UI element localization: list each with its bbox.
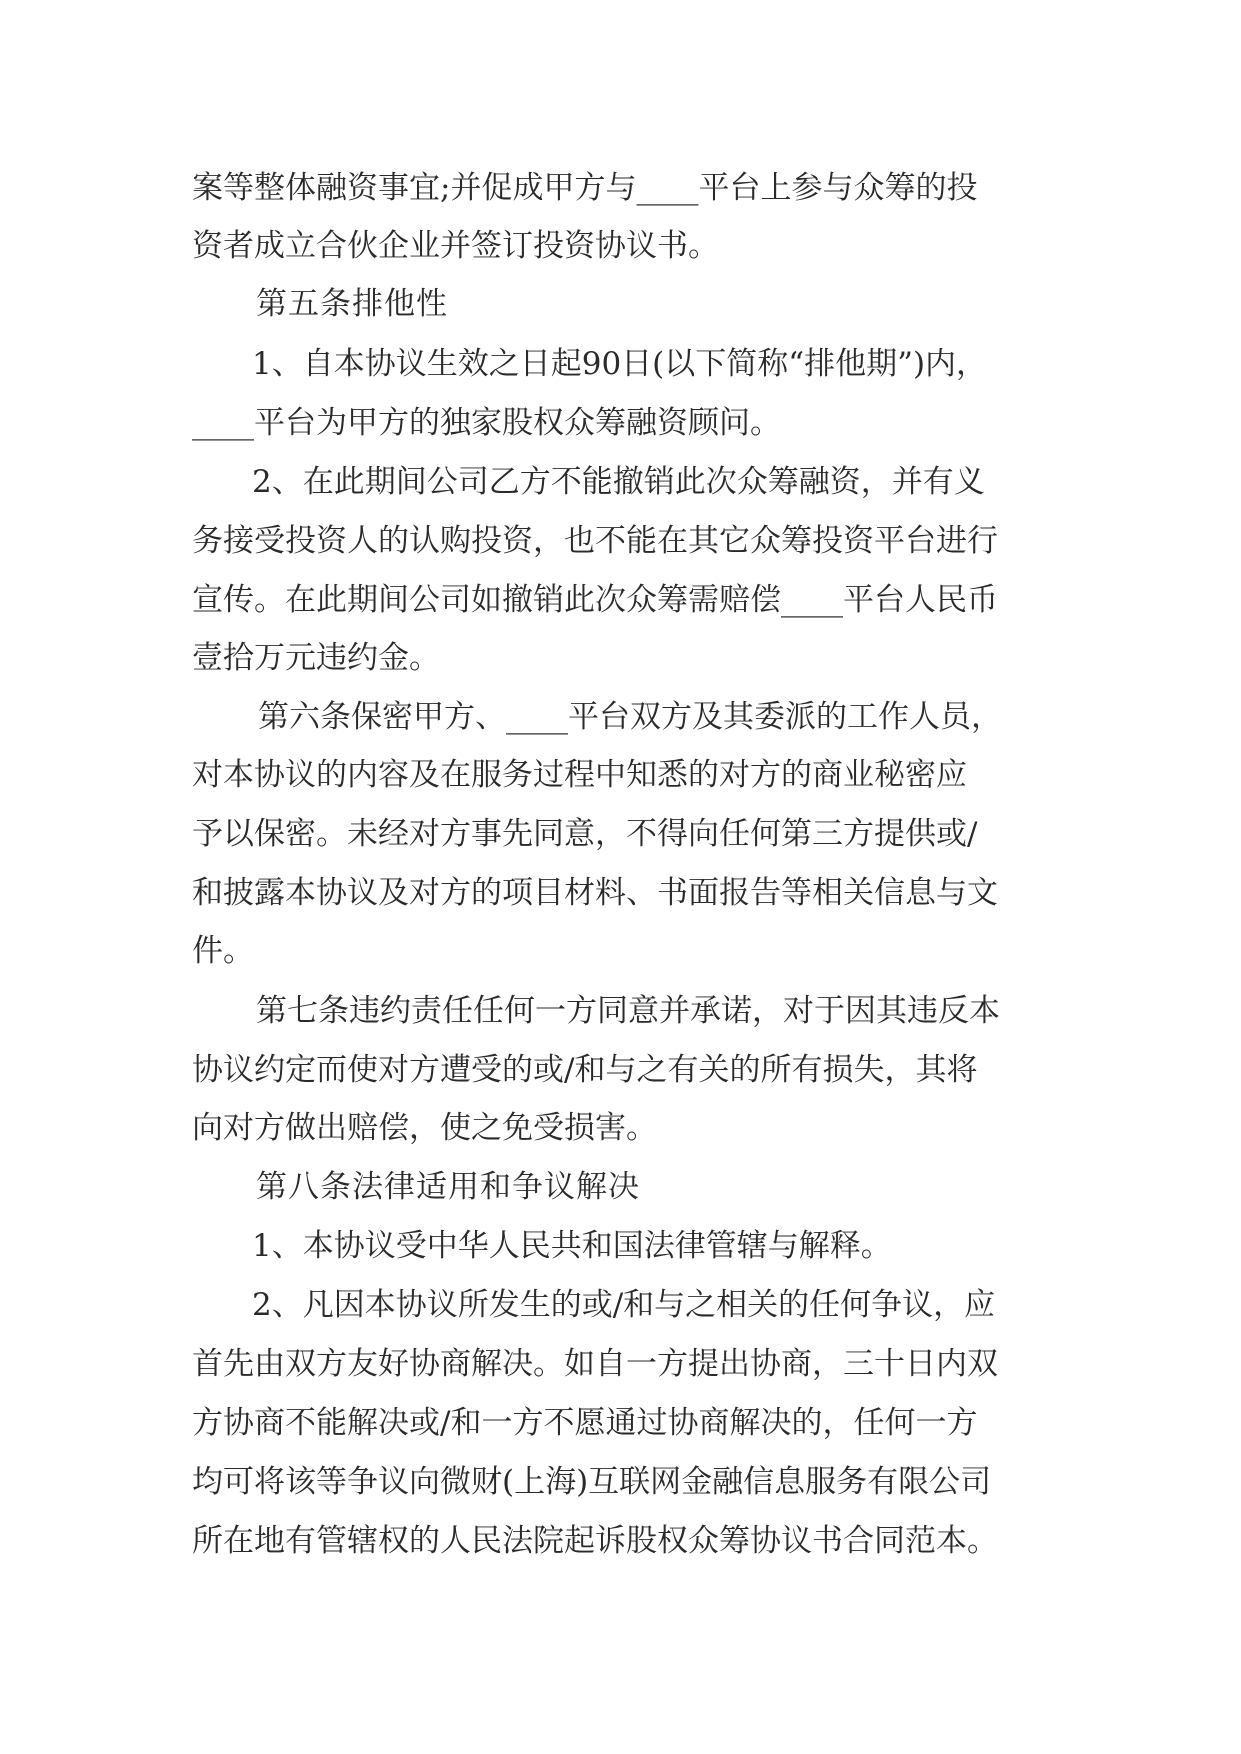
body-text-line: 2、在此期间公司乙方不能撤销此次众筹融资，并有义 <box>252 464 985 500</box>
body-text-line: 对本协议的内容及在服务过程中知悉的对方的商业秘密应 <box>192 757 967 793</box>
body-text-line: 所在地有管辖权的人民法院起诉股权众筹协议书合同范本。 <box>192 1523 998 1559</box>
body-text-line: 1、自本协议生效之日起90日(以下简称“排他期”)内， <box>252 346 988 382</box>
body-text-line: 第六条保密甲方、____平台双方及其委派的工作人员， <box>258 699 1002 735</box>
body-text-line: 向对方做出赔偿，使之免受损害。 <box>192 1110 657 1146</box>
body-text-line: 首先由双方友好协商解决。如自一方提出协商，三十日内双 <box>192 1346 998 1382</box>
body-text-line: 件。 <box>192 933 254 969</box>
body-text-line: 方协商不能解决或/和一方不愿通过协商解决的，任何一方 <box>192 1405 978 1441</box>
body-text-line: 协议约定而使对方遭受的或/和与之有关的所有损失，其将 <box>192 1052 978 1088</box>
body-text-line: 宣传。在此期间公司如撤销此次众筹需赔偿____平台人民币 <box>192 582 998 618</box>
body-text-line: 资者成立合伙企业并签订投资协议书。 <box>192 228 719 264</box>
body-text-line: 和披露本协议及对方的项目材料、书面报告等相关信息与文 <box>192 875 998 911</box>
body-text-line: 1、本协议受中华人民共和国法律管辖与解释。 <box>252 1228 892 1264</box>
body-text-line: 均可将该等争议向微财(上海)互联网金融信息服务有限公司 <box>192 1464 992 1500</box>
section-heading: 第五条排他性 <box>256 286 448 322</box>
body-text-line: 壹拾万元违约金。 <box>192 640 440 676</box>
body-text-line: 第七条违约责任任何一方同意并承诺，对于因其违反本 <box>256 993 1000 1029</box>
body-text-line: 务接受投资人的认购投资，也不能在其它众筹投资平台进行 <box>192 523 998 559</box>
body-text-line: 予以保密。未经对方事先同意，不得向任何第三方提供或/ <box>192 816 978 852</box>
section-heading: 第八条法律适用和争议解决 <box>256 1169 640 1205</box>
body-text-line: ____平台为甲方的独家股权众筹融资顾问。 <box>192 405 781 441</box>
body-text-line: 案等整体融资事宜;并促成甲方与____平台上参与众筹的投 <box>192 170 978 206</box>
body-text-line: 2、凡因本协议所发生的或/和与之相关的任何争议，应 <box>252 1287 996 1323</box>
